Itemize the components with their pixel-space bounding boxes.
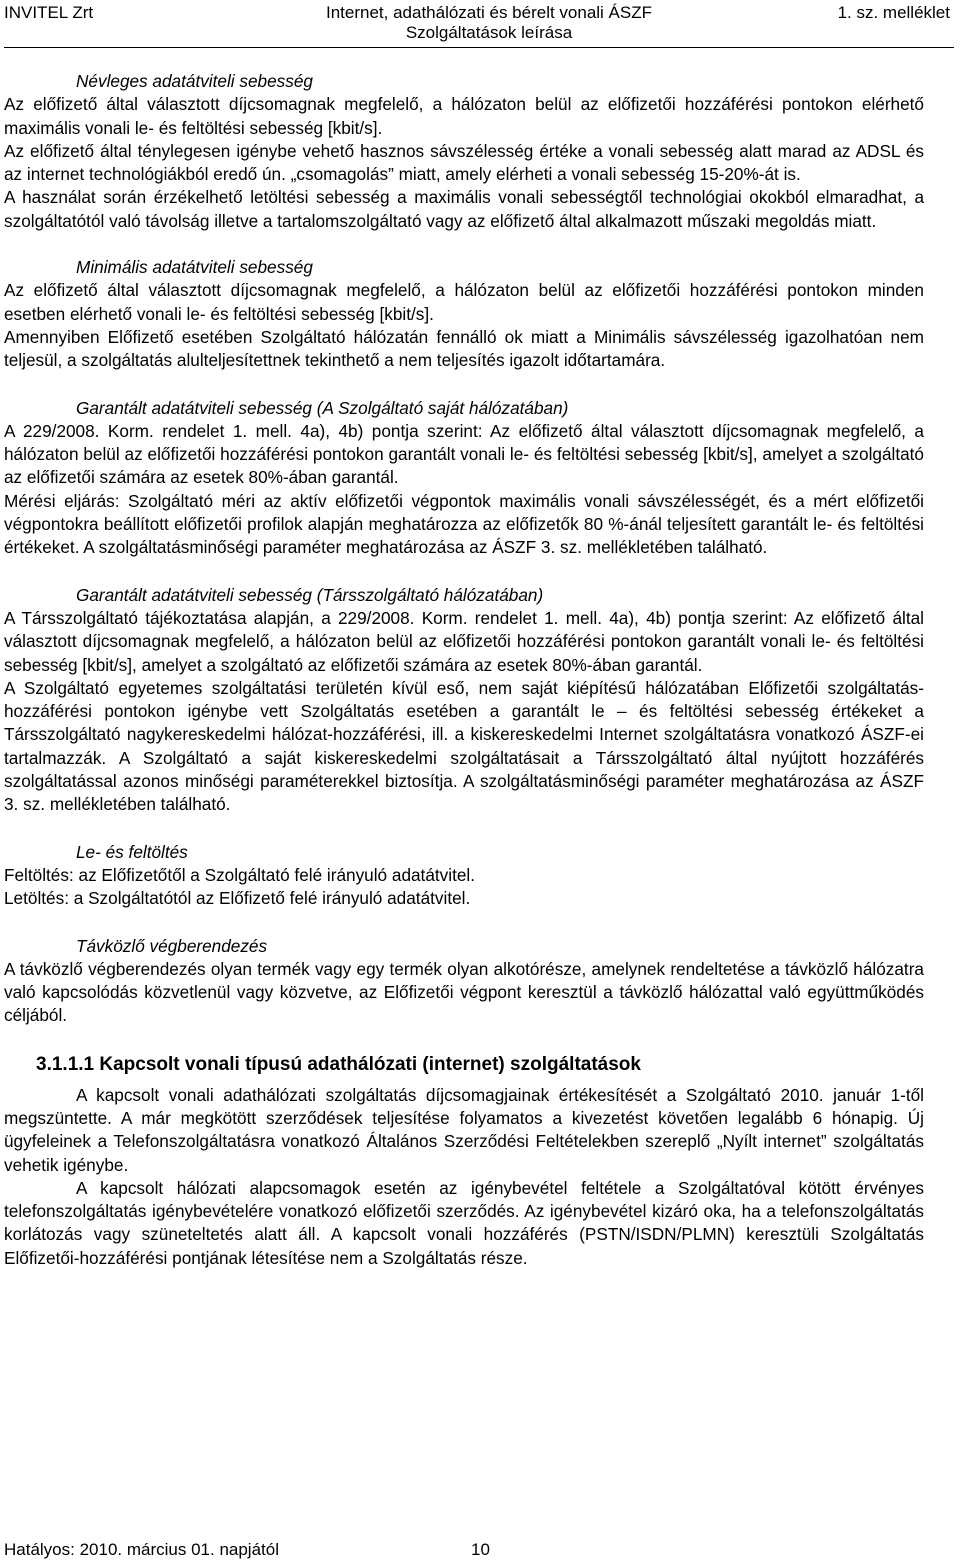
section-title-nevleges: Névleges adatátviteli sebesség [76, 71, 313, 91]
page-header [4, 3, 954, 47]
paragraph: A használat során érzékelhető letöltési sebesség a maximális vonali sebességtől technológiai okokból elmaradhat, a szolgáltatótól való távolság illetve a tartalomszolgáltató vagy az előfizető által alkalmazott műszaki megoldás miatt. [4, 187, 924, 231]
paragraph: Az előfizető által ténylegesen igénybe vehető hasznos sávszélesség értéke a vonali sebesség alatt marad az ADSL és az internet technológiákból eredő ún. „csomagolás” miatt, amely elérheti a vonali sebesség 15-20%-át is. [4, 140, 924, 185]
paragraph: Az előfizető által választott díjcsomagnak megfelelő, a hálózaton belül az előfizetői hozzáférési pontokon elérhető maximális vonali le- és feltöltési sebesség [kbit/s]. [4, 94, 924, 138]
section-heading-kapcsolt: 3.1.1.1 Kapcsolt vonali típusú adathálózati (internet) szolgáltatások [36, 1053, 641, 1075]
section-title-garantalt-sajat: Garantált adatátviteli sebesség (A Szolgáltató saját hálózatában) [76, 397, 569, 418]
paragraph: A kapcsolt hálózati alapcsomagok esetén az igénybevétel feltétele a Szolgáltatóval kötött érvényes telefonszolgáltatás igénybevételére vonatkozó előfizetői szerződés. Az igénybevétel kizáró oka, ha a telefonszolgáltatás korlátozás vagy szüneteltetés alatt áll. A kapcsolt vonali hozzáférés (PSTN/ISDN/PLMN) keresztüli Szolgáltatás Előfizetői-hozzáférési pontjának létesítése nem a Szolgáltatás része. [4, 1177, 924, 1268]
document-body [4, 70, 924, 1270]
paragraph: A 229/2008. Korm. rendelet 1. mell. 4a), 4b) pontja szerint: Az előfizető által választott díjcsomagnak megfelelő, a hálózaton belül az előfizetői hozzáférési pontokon garantált vonali le- és feltöltési sebesség [kbit/s], amelyet a szolgáltató az előfizetői számára az esetek 80%-ában garantál. [4, 420, 924, 488]
header-company: INVITEL Zrt [4, 3, 94, 22]
section-title-garantalt-tars: Garantált adatátviteli sebesség (Társszolgáltató hálózatában) [76, 584, 544, 605]
paragraph: A Szolgáltató egyetemes szolgáltatási területén kívül eső, nem saját kiépítésű hálózatában Előfizetői szolgáltatás-hozzáférési pontokon igénybe vett Szolgáltatás esetében a garantált le – és feltöltési sebesség értékeket a Társszolgáltató nagykereskedelmi hálózat-hozzáférési, ill. a kiskereskedelmi Internet szolgáltatásra vonatkozó ÁSZF-ei tartalmazzák. A Szolgáltató a saját kiskereskedelmi szolgáltatásait a Társszolgáltató által nyújtott hozzáférés szolgáltatással azonos minőségi paraméterekkel biztosítja. A szolgáltatásminőségi paraméter meghatározása az ÁSZF 3. sz. mellékletében található. [4, 677, 924, 815]
header-divider [4, 47, 954, 48]
paragraph: A Társszolgáltató tájékoztatása alapján, a 229/2008. Korm. rendelet 1. mell. 4a), 4b) pontja szerint: Az előfizető által választott díjcsomagnak megfelelő, a hálózaton belül az előfizetői hozzáférési pontokon garantált vonali le- és feltöltési sebesség [kbit/s], amelyet a szolgáltató az előfizetői számára az esetek 80%-ában garantál. [4, 607, 924, 675]
section-title-le-fel: Le- és feltöltés [76, 841, 188, 862]
paragraph: Amennyiben Előfizető esetében Szolgáltató hálózatán fennálló ok miatt a Minimális sávszélesség igazolhatóan nem teljesül, a szolgáltatás alulteljesítettnek tekinthető a nem teljesítés igazolt időtartamára. [4, 326, 924, 371]
page-number: 10 [471, 1540, 490, 1559]
header-doc-title-block [254, 3, 724, 43]
header-doc-title: Internet, adathálózati és bérelt vonali ÁSZF [325, 3, 652, 22]
section-title-tavkozlo: Távközlő végberendezés [76, 935, 268, 956]
page-footer [4, 1540, 924, 1562]
paragraph: Letöltés: a Szolgáltatótól az Előfizető felé irányuló adatátvitel. [4, 888, 471, 909]
footer-effective-date: Hatályos: 2010. március 01. napjától [4, 1540, 279, 1559]
header-doc-subtitle: Szolgáltatások leírása [405, 23, 573, 42]
paragraph: A kapcsolt vonali adathálózati szolgáltatás díjcsomagjainak értékesítését a Szolgáltató 2010. január 1-től megszüntette. A már megkötött szerződések teljesítése folyamatos a kivezetést követően legalább 6 hónapig. Új ügyfeleinek a Telefonszolgáltatásra vonatkozó Általános Szerződési Feltételekben szereplő „Nyílt internet” szolgáltatás vehetik igénybe. [4, 1084, 924, 1175]
header-annex: 1. sz. melléklet [837, 3, 950, 22]
paragraph: Mérési eljárás: Szolgáltató méri az aktív előfizetői végpontok maximális vonali sávszélességét, és a mért előfizetői végpontokra beállított előfizetői profilok alapján meghatározza az előfizetők 80 %-ánál teljesített garantált le- és feltöltési értékeket. A szolgáltatásminőségi paraméter meghatározása az ÁSZF 3. sz. mellékletében található. [4, 490, 924, 558]
section-title-minimalis: Minimális adatátviteli sebesség [76, 257, 313, 278]
paragraph: Az előfizető által választott díjcsomagnak megfelelő, a hálózaton belül az előfizetői hozzáférési pontokon minden esetben elérhető vonali le- és feltöltési sebesség [kbit/s]. [4, 280, 924, 324]
paragraph: Feltöltés: az Előfizetőtől a Szolgáltató felé irányuló adatátvitel. [4, 864, 476, 885]
paragraph: A távközlő végberendezés olyan termék vagy egy termék olyan alkotórésze, amelynek rendeltetése a távközlő hálózatra való kapcsolódás közvetlenül vagy közvetve, az Előfizetői végpont keresztül a távközlő hálózattal való együttműködés céljából. [4, 958, 924, 1026]
